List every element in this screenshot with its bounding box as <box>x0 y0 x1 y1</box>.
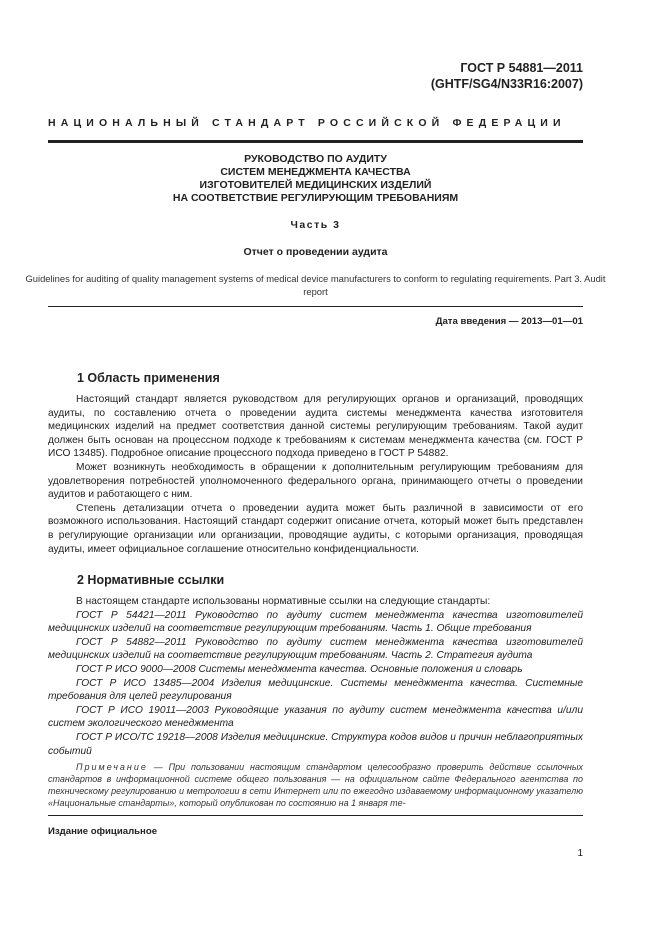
paragraph: Степень детализации отчета о проведении аудита может быть различной в зависимости от его возможного использования. Настоящий стандарт содержит описание отчета, который может быть представлен в регулирующие организации или организации, проводящие аудиты, с которыми организация, проводящая аудиты, имеет официальное соглашение относительно конфиденциальности. <box>48 502 583 555</box>
note-text: — При пользовании настоящим стандартом целесообразно проверить действие ссылочных стандартов в информационной системе общего пользования — на официальном сайте Федерального агентства по техническому регулированию и метрологии в сети Интернет или по ежегодно издаваемому информационному указателю «Национальные стандарты», который опубликован по состоянию на 1 января те- <box>48 762 583 808</box>
document-page <box>25 0 606 936</box>
introduction-date: Дата введения — 2013—01—01 <box>435 316 583 327</box>
section-1-heading: 1 Область применения <box>77 371 220 385</box>
title-line: СИСТЕМ МЕНЕДЖМЕНТА КАЧЕСТВА <box>220 166 411 178</box>
paragraph: Настоящий стандарт является руководством для регулирующих органов и организаций, проводящих аудиты, по составлению отчета о проведении аудита системы менеджмента качества изготовителя медицинских изделий на предмет соответствия данной системы регулирующим требованиям. Такой аудит должен быть основан на процессном подходе к требованиям к системам менеджмента качества (см. ГОСТ Р ИСО 13485). Подробное описание процессного подхода приведено в ГОСТ Р 54882. <box>48 394 583 460</box>
document-title <box>48 153 583 205</box>
section-2-body <box>48 595 583 758</box>
reference-item: ГОСТ Р 54421—2011 Руководство по аудиту систем менеджмента качества изготовителей медицинских изделий на соответствие регулирующим требованиям. Часть 1. Общие требования <box>48 609 583 635</box>
reference-item: ГОСТ Р 54882—2011 Руководство по аудиту систем менеджмента качества изготовителей медицинских изделий на соответствие регулирующим требованиям. Часть 2. Стратегия аудита <box>48 636 583 662</box>
edition-label: Издание официальное <box>48 826 158 837</box>
reference-item: ГОСТ Р ИСО 13485—2004 Изделия медицинские. Системы менеджмента качества. Системные требования для целей регулирования <box>48 677 583 703</box>
section-2-heading: 2 Нормативные ссылки <box>77 573 225 587</box>
title-line: НА СООТВЕТСТВИЕ РЕГУЛИРУЮЩИМ ТРЕБОВАНИЯМ <box>172 192 459 204</box>
english-title: Guidelines for auditing of quality management systems of medical device manufacturers to conform to regulating requirements. Part 3. Audit report <box>25 273 606 298</box>
standard-number: ГОСТ Р 54881—2011 <box>460 61 583 75</box>
paragraph: В настоящем стандарте использованы нормативные ссылки на следующие стандарты: <box>76 596 491 607</box>
part-label: Часть 3 <box>290 219 341 231</box>
reference-item: ГОСТ Р ИСО 19011—2003 Руководящие указания по аудиту систем менеджмента качества и/или систем экологического менеджмента <box>48 704 583 730</box>
national-standard-line: НАЦИОНАЛЬНЫЙ СТАНДАРТ РОССИЙСКОЙ ФЕДЕРАЦИИ <box>48 117 566 129</box>
reference-item: ГОСТ Р ИСО/ТС 19218—2008 Изделия медицинские. Структура кодов видов и причин неблагоприятных событий <box>48 731 583 757</box>
document-subtitle: Отчет о проведении аудита <box>243 246 388 258</box>
footer-rule <box>48 815 583 816</box>
header-rule <box>48 140 583 143</box>
standard-code <box>431 60 583 92</box>
title-line: РУКОВОДСТВО ПО АУДИТУ <box>244 153 387 165</box>
paragraph: Может возникнуть необходимость в обращении к дополнительным регулирующим требованиям для удовлетворения потребностей уполномоченного федерального органа, принимающего отчеты о проведении аудитов и работающего с ним. <box>48 461 583 501</box>
standard-alt-number: (GHTF/SG4/N33R16:2007) <box>430 77 583 91</box>
page-number: 1 <box>577 848 583 859</box>
reference-item: ГОСТ Р ИСО 9000—2008 Системы менеджмента качества. Основные положения и словарь <box>76 663 523 675</box>
title-rule <box>48 306 583 307</box>
title-line: ИЗГОТОВИТЕЛЕЙ МЕДИЦИНСКИХ ИЗДЕЛИЙ <box>199 179 432 191</box>
note <box>48 761 583 809</box>
note-lead: Примечание <box>76 762 148 772</box>
section-1-body <box>48 393 583 556</box>
